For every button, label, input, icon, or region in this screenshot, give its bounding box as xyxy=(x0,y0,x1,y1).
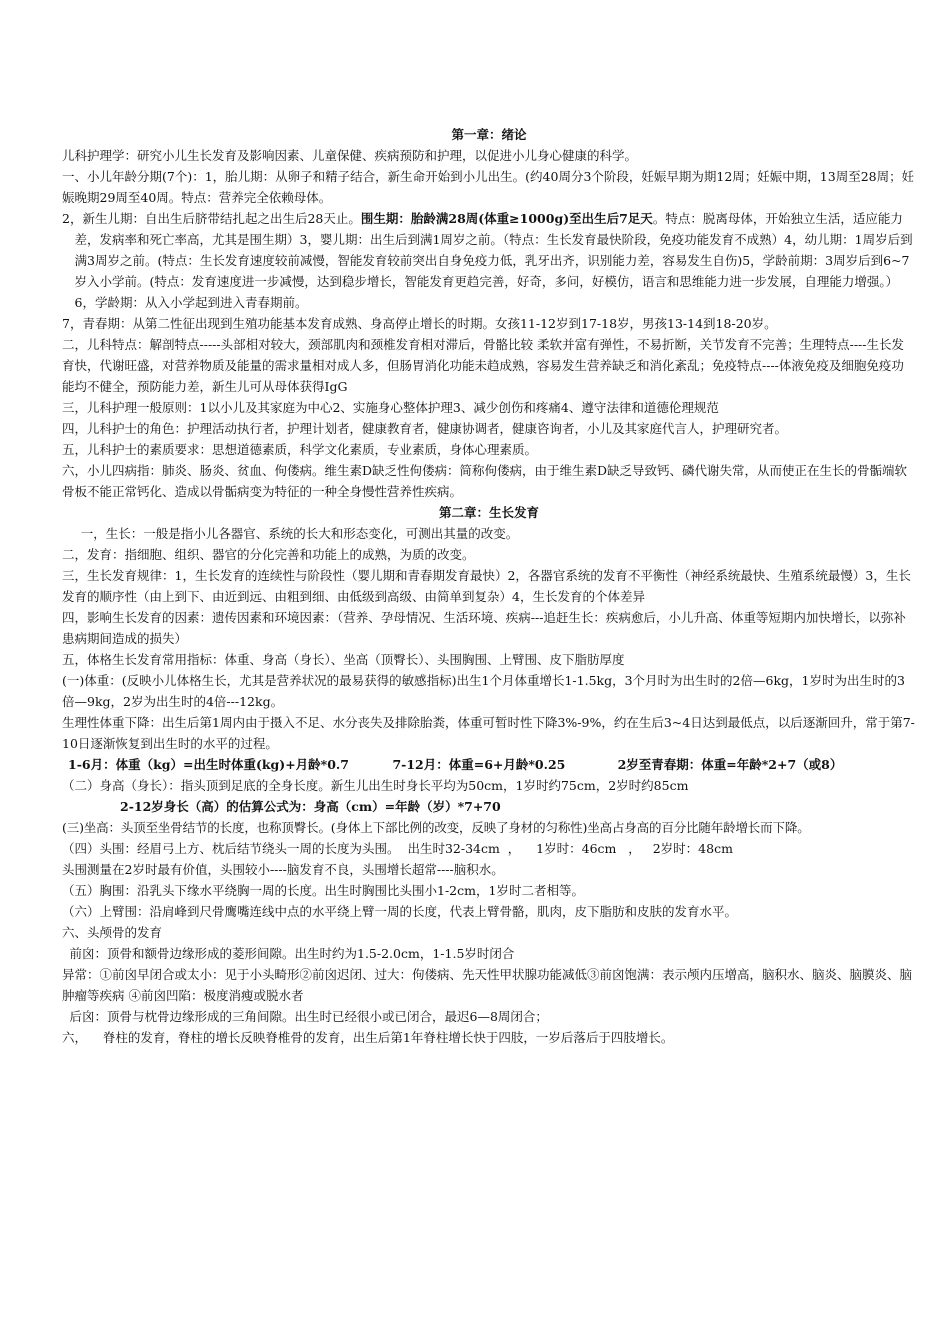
four-diseases-paragraph: 六，小儿四病指：肺炎、肠炎、贫血、佝偻病。维生素D缺乏性佝偻病：简称佝偻病，由于维生素D缺乏导致钙、磷代谢失常，从而使正在生长的骨骺端软骨板不能正常钙化、造成以骨骺病变为特征的一种全身慢性营养性疾病。 xyxy=(62,463,908,499)
weight-drop-paragraph: 生理性体重下降：出生后第1周内由于摄入不足、水分丧失及排除胎粪，体重可暂时性下降3%-9%，约在生后3~4日达到最低点，以后逐渐回升，常于第7-10日逐渐恢复到出生时的水平的过程。 xyxy=(62,715,915,751)
growth-indicators-paragraph: 五，体格生长发育常用指标：体重、身高（身长）、坐高（顶臀长）、头围胸围、上臂围、皮下脂肪厚度 xyxy=(62,652,625,667)
head-circumference-note: 头围测量在2岁时最有价值，头围较小----脑发育不良，头围增长超常----脑积水。 xyxy=(62,862,504,877)
chapter1-title: 第一章：绪论 xyxy=(451,127,527,142)
height-formula: 2-12岁身长（高）的估算公式为：身高（cm）=年龄（岁）*7+70 xyxy=(120,799,501,814)
spine-development-paragraph: 六， 脊柱的发育，脊柱的增长反映脊椎骨的发育，出生后第1年脊柱增长快于四肢，一岁后落后于四肢增长。 xyxy=(62,1030,674,1045)
nurse-qualities-paragraph: 五，儿科护士的素质要求：思想道德素质，科学文化素质，专业素质，身体心理素质。 xyxy=(62,442,538,457)
age-periods-paragraph: 一、小儿年龄分期(7个)：1，胎儿期：从卵子和精子结合，新生命开始到小儿出生。(约40周分3个阶段，妊娠早期为期12周；妊娠中期，13周至28周；妊娠晚期29周至40周。特点：营养完全依赖母体。 xyxy=(62,169,915,205)
arm-circumference-paragraph: （六）上臂围：沿肩峰到尺骨鹰嘴连线中点的水平绕上臂一周的长度，代表上臂骨骼，肌肉，皮下脂肪和皮肤的发育水平。 xyxy=(62,904,738,919)
growth-rules-paragraph: 三，生长发育规律：1，生长发育的连续性与阶段性（婴儿期和青春期发育最快）2，各器官系统的发育不平衡性（神经系统最快、生殖系统最慢）3，生长发育的顺序性（由上到下、由近到远、由粗到细、由低级到高级、由简单到复杂）4，生长发育的个体差异 xyxy=(62,568,911,604)
development-paragraph: 二，发育：指细胞、组织、器官的分化完善和功能上的成熟，为质的改变。 xyxy=(62,547,475,562)
chest-circumference-paragraph: （五）胸围：沿乳头下缘水平绕胸一周的长度。出生时胸围比头围小1-2cm，1岁时二者相等。 xyxy=(62,883,584,898)
perinatal-bold-text: 围生期：胎龄满28周(体重≥1000g)至出生后7足天 xyxy=(360,211,653,226)
growth-factors-paragraph: 四，影响生长发育的因素：遗传因素和环境因素：（营养、孕母情况、生活环境、疾病---追赶生长：疾病愈后，小儿升高、体重等短期内加快增长，以弥补患病期间造成的损失） xyxy=(62,610,906,646)
nurse-roles-paragraph: 四，儿科护士的角色：护理活动执行者，护理计划者，健康教育者，健康协调者，健康咨询者，小儿及其家庭代言人，护理研究者。 xyxy=(62,421,788,436)
posterior-fontanelle-paragraph: 后囟：顶骨与枕骨边缘形成的三角间隙。出生时已经很小或已闭合，最迟6—8周闭合； xyxy=(69,1009,548,1024)
fontanelle-abnormal-paragraph: 异常：①前囟早闭合或太小：见于小头畸形②前囟迟闭、过大：佝偻病、先天性甲状腺功能减低③前囟饱满：表示颅内压增高，脑积水、脑炎、脑膜炎、脑肿瘤等疾病 ④前囟凹陷：极度消瘦或脱水者 xyxy=(62,967,913,1003)
adolescence-paragraph: 7，青春期：从第二性征出现到生殖功能基本发育成熟、身高停止增长的时期。女孩11-12岁到17-18岁，男孩13-14到18-20岁。 xyxy=(62,316,777,331)
sitting-height-paragraph: (三)坐高：头顶至坐骨结节的长度，也称顶臀长。(身体上下部比例的改变，反映了身材的匀称性)坐高占身高的百分比随年龄增长而下降。 xyxy=(62,820,810,835)
weight-formula: 1-6月：体重（kg）=出生时体重(kg)+月龄*0.7 7-12月：体重=6+月龄*0.25 2岁至青春期：体重=年龄*2+7（或8） xyxy=(68,757,843,772)
neonatal-text-a: 2，新生儿期：自出生后脐带结扎起之出生后28天止。 xyxy=(62,211,361,226)
nursing-principles-paragraph: 三，儿科护理一般原则：1以小儿及其家庭为中心2、实施身心整体护理3、减少创伤和疼痛4、遵守法律和道德伦理规范 xyxy=(62,400,719,415)
chapter2-title: 第二章：生长发育 xyxy=(438,505,539,520)
weight-paragraph: (一)体重：(反映小儿体格生长，尤其是营养状况的最易获得的敏感指标)出生1个月体重增长1-1.5kg，3个月时为出生时的2倍—6kg，1岁时为出生时的3倍—9kg，2岁为出生时的4倍---12kg。 xyxy=(62,673,905,709)
growth-paragraph: 一，生长：一般是指小儿各器官、系统的长大和形态变化，可测出其量的改变。 xyxy=(80,526,519,541)
document-page xyxy=(62,124,916,1048)
head-circumference-paragraph: （四）头围：经眉弓上方、枕后结节绕头一周的长度为头围。 出生时32-34cm ， 1岁时：46cm ， 2岁时：48cm xyxy=(62,841,733,856)
skull-development-title: 六、头颅骨的发育 xyxy=(62,925,163,940)
pediatric-nursing-definition: 儿科护理学：研究小儿生长发育及影响因素、儿童保健、疾病预防和护理，以促进小儿身心健康的科学。 xyxy=(62,148,638,163)
neonatal-text-b: 。特点：脱离母体，开始独立生活，适应能力差，发病率和死亡率高，尤其是围生期）3，婴儿期：出生后到满1周岁之前。（特点：生长发育最快阶段，免疫功能发育不成熟）4，幼儿期：1周岁后到满3周岁之前。(特点：生长发育速度较前减慢，智能发育较前突出自身免疫力低，乳牙出齐，识别能力差，容易发生自伤)5，学龄前期：3周岁后到6~7岁入小学前。(特点：发育速度进一步减慢，达到稳步增长，智能发育更趋完善，好奇，多问，好模仿，语言和思维能力进一步发展，自理能力增强。）6，学龄期：从入小学起到进入青春期前。 xyxy=(74,211,913,310)
height-paragraph: （二）身高（身长）：指头顶到足底的全身长度。新生儿出生时身长平均为50cm，1岁时约75cm，2岁时约85cm xyxy=(62,778,689,793)
pediatric-features-paragraph: 二，儿科特点：解剖特点-----头部相对较大，颈部肌肉和颈椎发育相对滞后，骨骼比较 柔软并富有弹性，不易折断，关节发育不完善；生理特点----生长发育快，代谢旺盛，对营养物质及能量的需求量相对成人多，但肠胃消化功能未趋成熟，容易发生营养缺乏和消化紊乱；免疫特点----体液免疫及细胞免疫功能均不健全，预防能力差，新生儿可从母体获得IgG xyxy=(62,337,904,394)
anterior-fontanelle-paragraph: 前囟：顶骨和额骨边缘形成的菱形间隙。出生时约为1.5-2.0cm，1-1.5岁时闭合 xyxy=(69,946,515,961)
neonatal-period-paragraph xyxy=(62,208,916,313)
